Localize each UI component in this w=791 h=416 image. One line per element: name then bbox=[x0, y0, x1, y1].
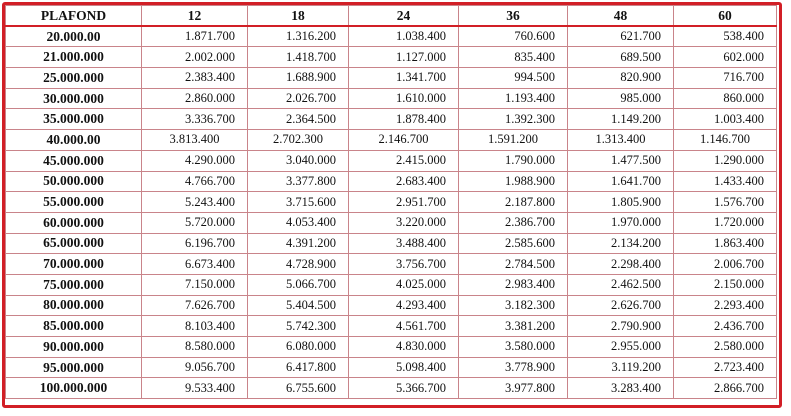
installment-cell: 3.756.700 bbox=[349, 254, 459, 275]
installment-cell: 5.366.700 bbox=[349, 378, 459, 399]
installment-cell: 1.433.400 bbox=[674, 171, 777, 192]
installment-cell: 1.790.000 bbox=[459, 150, 568, 171]
installment-cell: 2.293.400 bbox=[674, 295, 777, 316]
installment-cell: 3.182.300 bbox=[459, 295, 568, 316]
installment-cell: 3.283.400 bbox=[568, 378, 674, 399]
installment-cell: 1.313.400 bbox=[568, 130, 674, 151]
installment-cell: 4.830.000 bbox=[349, 337, 459, 358]
header-tenor-12: 12 bbox=[142, 6, 248, 27]
table-body bbox=[6, 26, 777, 398]
installment-cell: 2.134.200 bbox=[568, 233, 674, 254]
installment-cell: 1.003.400 bbox=[674, 109, 777, 130]
plafond-cell: 40.000.00 bbox=[6, 130, 142, 151]
installment-cell: 4.561.700 bbox=[349, 316, 459, 337]
installment-cell: 1.149.200 bbox=[568, 109, 674, 130]
installment-cell: 1.290.000 bbox=[674, 150, 777, 171]
header-tenor-48: 48 bbox=[568, 6, 674, 27]
header-tenor-24: 24 bbox=[349, 6, 459, 27]
plafond-cell: 75.000.000 bbox=[6, 274, 142, 295]
installment-cell: 2.860.000 bbox=[142, 88, 248, 109]
installment-cell: 1.341.700 bbox=[349, 68, 459, 89]
plafond-cell: 85.000.000 bbox=[6, 316, 142, 337]
table-row bbox=[6, 316, 777, 337]
header-tenor-18: 18 bbox=[248, 6, 349, 27]
installment-cell: 2.580.000 bbox=[674, 337, 777, 358]
installment-cell: 8.580.000 bbox=[142, 337, 248, 358]
installment-cell: 4.766.700 bbox=[142, 171, 248, 192]
installment-cell: 7.150.000 bbox=[142, 274, 248, 295]
installment-cell: 1.591.200 bbox=[459, 130, 568, 151]
installment-cell: 3.715.600 bbox=[248, 192, 349, 213]
installment-cell: 2.626.700 bbox=[568, 295, 674, 316]
installment-cell: 3.119.200 bbox=[568, 357, 674, 378]
installment-cell: 4.293.400 bbox=[349, 295, 459, 316]
installment-cell: 1.641.700 bbox=[568, 171, 674, 192]
installment-cell: 2.723.400 bbox=[674, 357, 777, 378]
installment-cell: 4.053.400 bbox=[248, 212, 349, 233]
installment-cell: 1.863.400 bbox=[674, 233, 777, 254]
installment-cell: 1.878.400 bbox=[349, 109, 459, 130]
installment-cell: 3.778.900 bbox=[459, 357, 568, 378]
installment-cell: 1.988.900 bbox=[459, 171, 568, 192]
installment-cell: 994.500 bbox=[459, 68, 568, 89]
installment-cell: 1.193.400 bbox=[459, 88, 568, 109]
installment-cell: 2.702.300 bbox=[248, 130, 349, 151]
table-row bbox=[6, 88, 777, 109]
installment-cell: 1.720.000 bbox=[674, 212, 777, 233]
table-row bbox=[6, 192, 777, 213]
installment-cell: 3.336.700 bbox=[142, 109, 248, 130]
installment-cell: 1.871.700 bbox=[142, 26, 248, 47]
plafond-cell: 100.000.000 bbox=[6, 378, 142, 399]
table-row bbox=[6, 295, 777, 316]
header-tenor-60: 60 bbox=[674, 6, 777, 27]
installment-cell: 5.243.400 bbox=[142, 192, 248, 213]
table-row bbox=[6, 109, 777, 130]
installment-cell: 2.364.500 bbox=[248, 109, 349, 130]
installment-cell: 3.580.000 bbox=[459, 337, 568, 358]
installment-cell: 9.056.700 bbox=[142, 357, 248, 378]
installment-cell: 5.720.000 bbox=[142, 212, 248, 233]
installment-cell: 4.391.200 bbox=[248, 233, 349, 254]
installment-cell: 6.417.800 bbox=[248, 357, 349, 378]
header-row bbox=[6, 6, 777, 27]
installment-cell: 2.150.000 bbox=[674, 274, 777, 295]
table-row bbox=[6, 212, 777, 233]
installment-cell: 2.146.700 bbox=[349, 130, 459, 151]
installment-cell: 8.103.400 bbox=[142, 316, 248, 337]
plafond-cell: 60.000.000 bbox=[6, 212, 142, 233]
installment-cell: 4.025.000 bbox=[349, 274, 459, 295]
table-row bbox=[6, 47, 777, 68]
installment-cell: 1.316.200 bbox=[248, 26, 349, 47]
header-tenor-36: 36 bbox=[459, 6, 568, 27]
installment-cell: 3.040.000 bbox=[248, 150, 349, 171]
installment-cell: 2.866.700 bbox=[674, 378, 777, 399]
plafond-cell: 35.000.000 bbox=[6, 109, 142, 130]
table-row bbox=[6, 254, 777, 275]
table-row bbox=[6, 26, 777, 47]
installment-cell: 860.000 bbox=[674, 88, 777, 109]
installment-cell: 621.700 bbox=[568, 26, 674, 47]
table-row bbox=[6, 357, 777, 378]
installment-cell: 3.813.400 bbox=[142, 130, 248, 151]
installment-cell: 3.220.000 bbox=[349, 212, 459, 233]
installment-cell: 1.477.500 bbox=[568, 150, 674, 171]
installment-cell: 5.742.300 bbox=[248, 316, 349, 337]
installment-cell: 1.127.000 bbox=[349, 47, 459, 68]
installment-cell: 4.728.900 bbox=[248, 254, 349, 275]
installment-cell: 6.755.600 bbox=[248, 378, 349, 399]
installment-cell: 2.462.500 bbox=[568, 274, 674, 295]
installment-cell: 6.196.700 bbox=[142, 233, 248, 254]
installment-cell: 1.146.700 bbox=[674, 130, 777, 151]
table-row bbox=[6, 130, 777, 151]
installment-cell: 820.900 bbox=[568, 68, 674, 89]
installment-cell: 2.026.700 bbox=[248, 88, 349, 109]
installment-cell: 716.700 bbox=[674, 68, 777, 89]
installment-cell: 985.000 bbox=[568, 88, 674, 109]
installment-cell: 3.977.800 bbox=[459, 378, 568, 399]
installment-cell: 3.488.400 bbox=[349, 233, 459, 254]
installment-cell: 689.500 bbox=[568, 47, 674, 68]
installment-cell: 1.038.400 bbox=[349, 26, 459, 47]
plafond-cell: 45.000.000 bbox=[6, 150, 142, 171]
installment-cell: 2.415.000 bbox=[349, 150, 459, 171]
installment-cell: 538.400 bbox=[674, 26, 777, 47]
plafond-cell: 70.000.000 bbox=[6, 254, 142, 275]
plafond-cell: 50.000.000 bbox=[6, 171, 142, 192]
installment-cell: 6.080.000 bbox=[248, 337, 349, 358]
installment-cell: 4.290.000 bbox=[142, 150, 248, 171]
installment-cell: 2.955.000 bbox=[568, 337, 674, 358]
installment-cell: 1.970.000 bbox=[568, 212, 674, 233]
plafond-cell: 25.000.000 bbox=[6, 68, 142, 89]
installment-cell: 2.006.700 bbox=[674, 254, 777, 275]
installment-cell: 5.404.500 bbox=[248, 295, 349, 316]
table-row bbox=[6, 150, 777, 171]
plafond-cell: 21.000.000 bbox=[6, 47, 142, 68]
plafond-cell: 95.000.000 bbox=[6, 357, 142, 378]
installment-cell: 2.983.400 bbox=[459, 274, 568, 295]
installment-cell: 5.098.400 bbox=[349, 357, 459, 378]
installment-table bbox=[5, 5, 777, 399]
installment-cell: 760.600 bbox=[459, 26, 568, 47]
installment-cell: 2.386.700 bbox=[459, 212, 568, 233]
plafond-cell: 65.000.000 bbox=[6, 233, 142, 254]
plafond-cell: 20.000.00 bbox=[6, 26, 142, 47]
installment-cell: 1.610.000 bbox=[349, 88, 459, 109]
table-row bbox=[6, 274, 777, 295]
installment-cell: 7.626.700 bbox=[142, 295, 248, 316]
installment-cell: 1.805.900 bbox=[568, 192, 674, 213]
installment-cell: 2.784.500 bbox=[459, 254, 568, 275]
installment-cell: 2.002.000 bbox=[142, 47, 248, 68]
installment-cell: 2.383.400 bbox=[142, 68, 248, 89]
plafond-cell: 80.000.000 bbox=[6, 295, 142, 316]
installment-cell: 835.400 bbox=[459, 47, 568, 68]
installment-cell: 2.298.400 bbox=[568, 254, 674, 275]
table-row bbox=[6, 378, 777, 399]
installment-cell: 2.951.700 bbox=[349, 192, 459, 213]
plafond-cell: 30.000.000 bbox=[6, 88, 142, 109]
installment-cell: 2.436.700 bbox=[674, 316, 777, 337]
installment-cell: 2.683.400 bbox=[349, 171, 459, 192]
installment-cell: 2.585.600 bbox=[459, 233, 568, 254]
plafond-cell: 55.000.000 bbox=[6, 192, 142, 213]
installment-cell: 3.377.800 bbox=[248, 171, 349, 192]
installment-cell: 602.000 bbox=[674, 47, 777, 68]
table-row bbox=[6, 233, 777, 254]
installment-cell: 1.418.700 bbox=[248, 47, 349, 68]
installment-cell: 9.533.400 bbox=[142, 378, 248, 399]
installment-cell: 6.673.400 bbox=[142, 254, 248, 275]
installment-cell: 2.187.800 bbox=[459, 192, 568, 213]
installment-cell: 1.576.700 bbox=[674, 192, 777, 213]
installment-cell: 1.392.300 bbox=[459, 109, 568, 130]
installment-cell: 5.066.700 bbox=[248, 274, 349, 295]
header-plafond: PLAFOND bbox=[6, 6, 142, 27]
table-row bbox=[6, 171, 777, 192]
plafond-cell: 90.000.000 bbox=[6, 337, 142, 358]
table-row bbox=[6, 68, 777, 89]
installment-cell: 3.381.200 bbox=[459, 316, 568, 337]
table-row bbox=[6, 337, 777, 358]
installment-cell: 1.688.900 bbox=[248, 68, 349, 89]
installment-cell: 2.790.900 bbox=[568, 316, 674, 337]
